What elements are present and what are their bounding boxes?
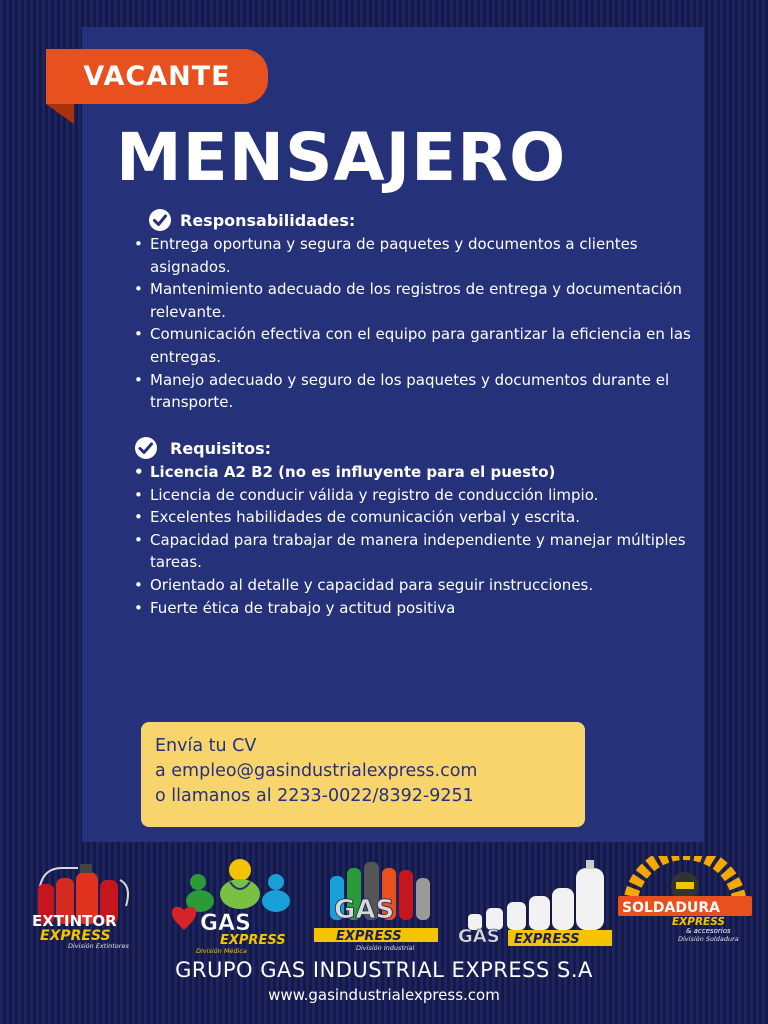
- contact-line-cv: Envía tu CV: [155, 736, 257, 756]
- company-name: GRUPO GAS INDUSTRIAL EXPRESS S.A: [175, 958, 593, 982]
- requirements-heading-label: Requisitos:: [170, 438, 272, 458]
- responsibilities-heading-label: Responsabilidades:: [180, 210, 356, 230]
- gas-industrial-name: GAS: [334, 895, 395, 925]
- list-item: • Mantenimiento adecuado de los registros de entrega y documentación relevante.: [132, 278, 692, 323]
- soldadura-logo: [618, 856, 752, 943]
- gas-medico-logo: [172, 859, 290, 955]
- gas-express-sub: EXPRESS: [514, 932, 580, 947]
- extintor-sub: EXPRESS: [40, 928, 111, 944]
- vacancy-badge: [46, 49, 268, 104]
- list-item: • Excelentes habilidades de comunicación verbal y escrita.: [132, 506, 692, 529]
- contact-phone[interactable]: o llamanos al 2233-0022/8392-9251: [155, 786, 474, 806]
- list-item: • Entrega oportuna y segura de paquetes y documentos a clientes asignados.: [132, 233, 692, 278]
- badge-fold-decoration: [46, 104, 74, 124]
- gas-industrial-division: División Industrial: [356, 944, 415, 952]
- soldadura-name: SOLDADURA: [622, 900, 720, 916]
- soldadura-sub: EXPRESS: [672, 916, 725, 928]
- contact-email[interactable]: a empleo@gasindustrialexpress.com: [155, 761, 478, 781]
- vacancy-badge-label: VACANTE: [83, 61, 231, 92]
- soldadura-tagline: & accesorios: [686, 927, 731, 935]
- brand-logos-strip: [0, 856, 768, 956]
- check-circle-icon: [148, 208, 172, 232]
- gas-industrial-logo: [314, 862, 438, 952]
- requirements-list: [132, 461, 692, 619]
- check-circle-icon: [132, 436, 162, 460]
- extintor-division: División Extintores: [68, 942, 129, 950]
- extintor-name: EXTINTOR: [32, 912, 117, 930]
- responsibilities-heading: [148, 208, 355, 232]
- contact-box: [141, 722, 585, 827]
- company-website[interactable]: www.gasindustrialexpress.com: [268, 986, 500, 1004]
- list-item: • Orientado al detalle y capacidad para seguir instrucciones.: [132, 574, 692, 597]
- gas-industrial-sub: EXPRESS: [336, 929, 402, 944]
- gas-medico-division: División Médica: [196, 947, 247, 955]
- gas-express-logo: [458, 860, 612, 947]
- list-item: • Manejo adecuado y seguro de los paquetes y documentos durante el transporte.: [132, 369, 692, 414]
- requirements-heading: [132, 436, 271, 460]
- gas-medico-name: GAS: [200, 911, 251, 936]
- extintor-logo: [32, 864, 129, 950]
- gas-medico-sub: EXPRESS: [220, 933, 286, 948]
- list-item: • Licencia A2 B2 (no es influyente para el puesto): [132, 461, 692, 484]
- list-item: • Capacidad para trabajar de manera independiente y manejar múltiples tareas.: [132, 529, 692, 574]
- list-item: • Fuerte ética de trabajo y actitud positiva: [132, 597, 692, 620]
- gas-express-name: GAS: [458, 926, 500, 947]
- job-title: MENSAJERO: [116, 119, 567, 196]
- list-item: • Licencia de conducir válida y registro de conducción limpio.: [132, 484, 692, 507]
- list-item: • Comunicación efectiva con el equipo para garantizar la eficiencia en las entregas.: [132, 323, 692, 368]
- soldadura-division: División Soldadura: [678, 935, 739, 943]
- responsibilities-list: [132, 233, 692, 414]
